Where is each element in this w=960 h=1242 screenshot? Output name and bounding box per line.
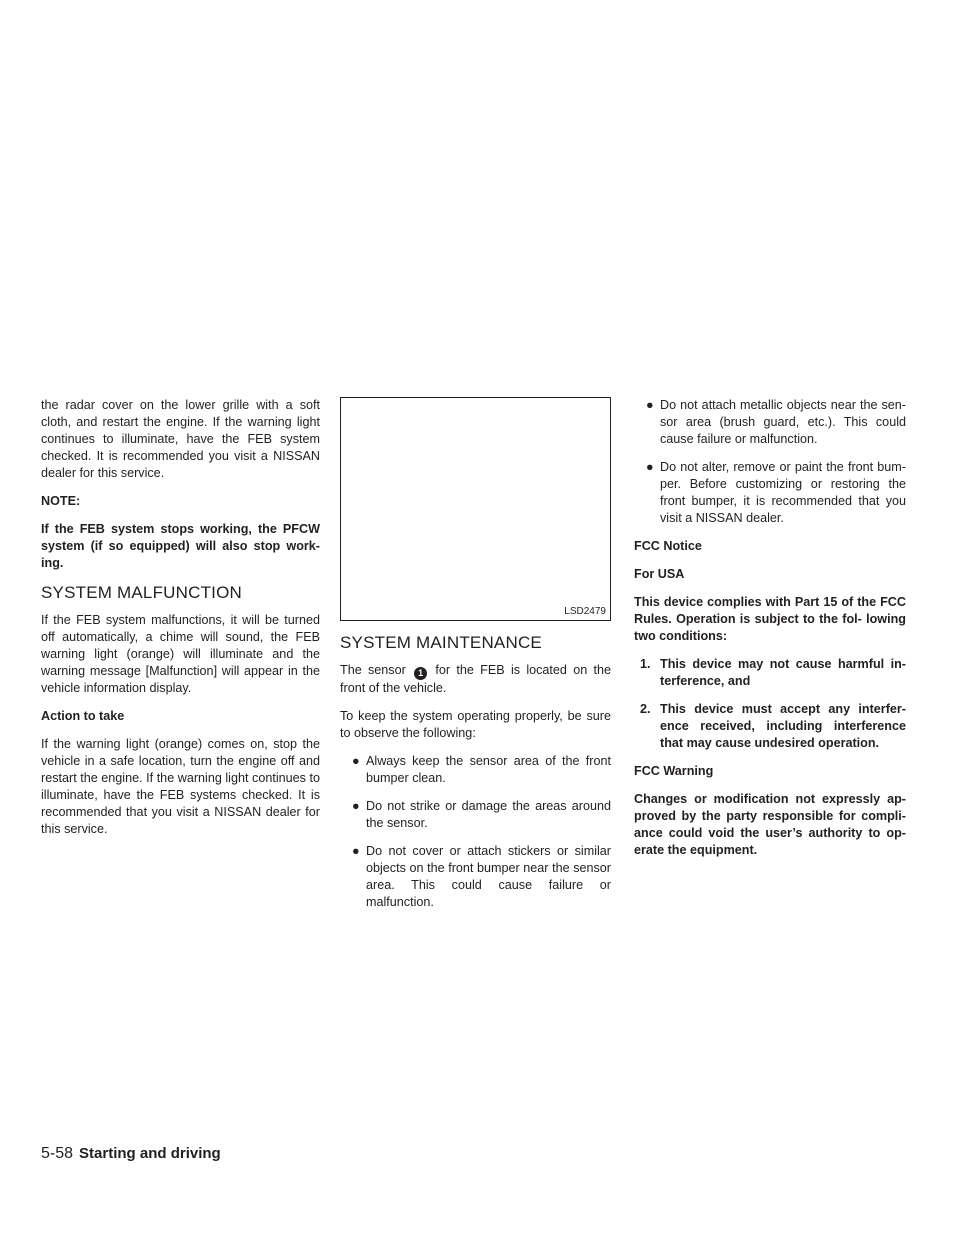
intro-paragraph: the radar cover on the lower grille with a soft cloth, and restart the engine. If the warning light continues to illuminate, have the FEB system checked. It is recommended you visit a NISSAN dealer for this service. (41, 398, 320, 480)
list-item: ● Do not cover or attach stickers or similar objects on the front bumper near the sensor area. This could cause failure or malfunction. (352, 844, 611, 909)
sensor-figure (340, 397, 611, 621)
sensor-paragraph (340, 662, 611, 697)
bullet-icon: ● (352, 844, 360, 858)
left-column (41, 397, 320, 849)
sensor-marker-icon: 1 (414, 667, 427, 680)
page-footer (41, 1144, 221, 1164)
maintenance-list-continued (634, 397, 906, 527)
keep-paragraph: To keep the system operating properly, be sure to observe the following: (340, 709, 611, 740)
action-heading: Action to take (41, 709, 125, 723)
fcc-notice-heading: FCC Notice (634, 539, 702, 553)
figure-code: LSD2479 (564, 606, 606, 617)
compliance-paragraph: This device complies with Part 15 of the FCC Rules. Operation is subject to the fol- lowing two conditions: (634, 595, 906, 643)
middle-column (340, 397, 611, 922)
page-number: 5-58 (41, 1145, 74, 1162)
for-usa-heading: For USA (634, 567, 685, 581)
malfunction-heading: SYSTEM MALFUNCTION (41, 583, 243, 602)
fcc-warning-paragraph: Changes or modification not expressly ap- proved by the party responsible for compli- ance could void the user’s authority to op- erate the equipment. (634, 792, 906, 857)
list-item: 2. This device must accept any interfer- ence received, including interference that may cause undesired operation. (640, 702, 906, 750)
bullet-icon: ● (646, 398, 654, 412)
list-item: ● Always keep the sensor area of the front bumper clean. (352, 754, 611, 785)
list-item: ● Do not alter, remove or paint the front bum- per. Before customizing or restoring the front bumper, it is recommended that you visit a NISSAN dealer. (646, 460, 906, 525)
note-text: If the FEB system stops working, the PFCW system (if so equipped) will also stop work- ing. (41, 522, 320, 570)
maintenance-heading: SYSTEM MAINTENANCE (340, 633, 542, 652)
fcc-warning-heading: FCC Warning (634, 764, 714, 778)
conditions-list (634, 656, 906, 752)
bullet-icon: ● (352, 754, 360, 768)
bullet-icon: ● (646, 460, 654, 474)
list-item: ● Do not strike or damage the areas around the sensor. (352, 799, 611, 830)
right-column (634, 397, 906, 870)
malfunction-paragraph: If the FEB system malfunctions, it will be turned off automatically, a chime will sound, the FEB warning light (orange) will illuminate and the warning message [Malfunction] will appear in the vehicle information display. (41, 613, 320, 695)
maintenance-list (340, 753, 611, 911)
bullet-icon: ● (352, 799, 360, 813)
list-item: 1. This device may not cause harmful in- terference, and (640, 657, 906, 688)
section-title: Starting and driving (79, 1145, 221, 1162)
list-item: ● Do not attach metallic objects near the sen- sor area (brush guard, etc.). This could cause failure or malfunction. (646, 398, 906, 446)
note-label: NOTE: (41, 494, 81, 508)
sensor-text-post: for the FEB is located on the front of the vehicle. (340, 663, 612, 695)
sensor-text-pre: The sensor (340, 663, 406, 677)
action-paragraph: If the warning light (orange) comes on, stop the vehicle in a safe location, turn the engine off and restart the engine. If the warning light continues to illuminate, have the FEB systems checked. It is recommended that you visit a NISSAN dealer for this service. (41, 737, 320, 836)
